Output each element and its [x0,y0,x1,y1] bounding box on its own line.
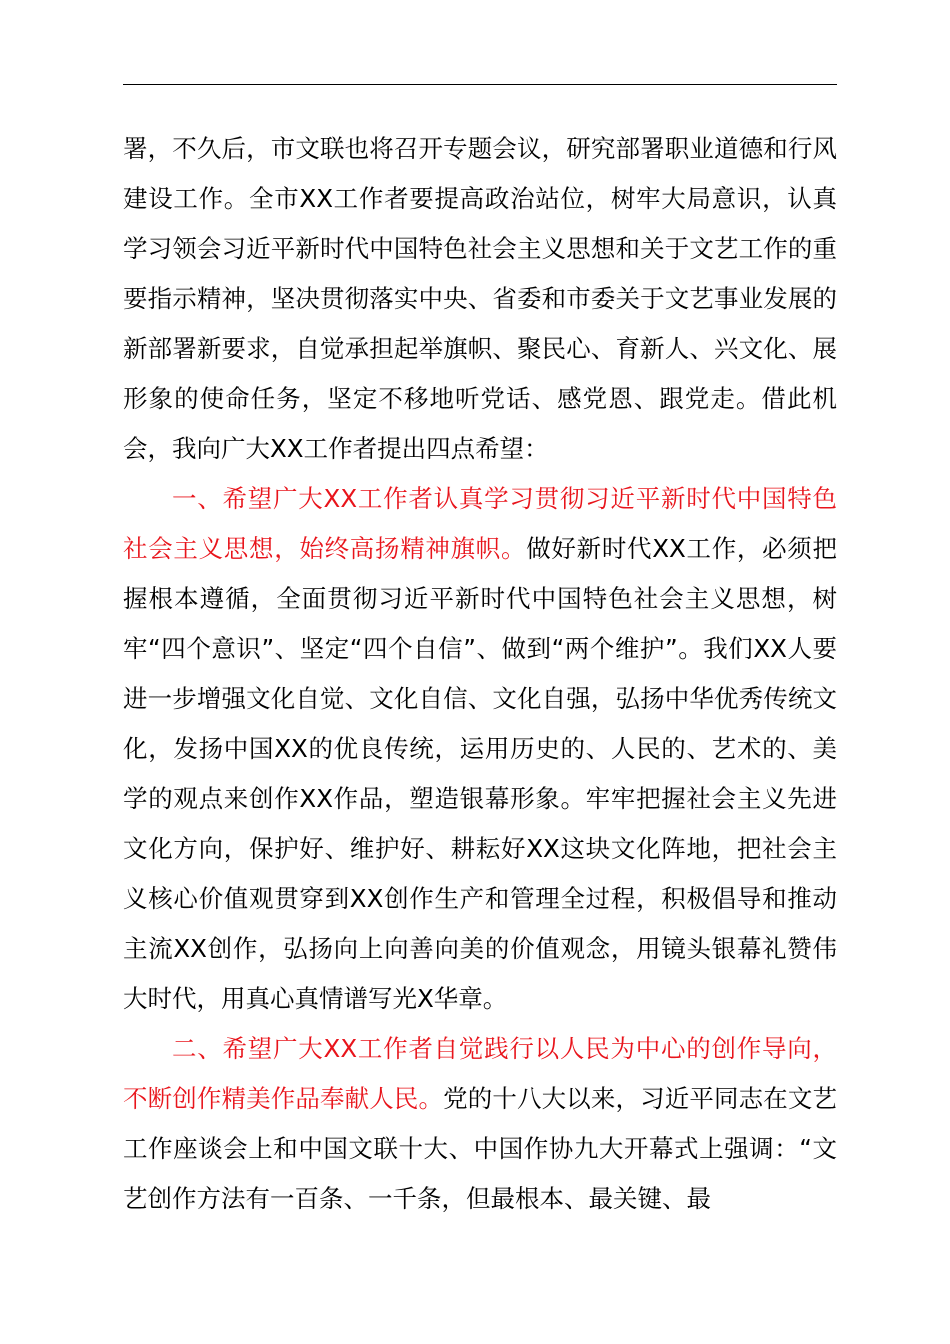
paragraph-continued [123,124,837,474]
document-body [123,124,837,1224]
highlighted-heading: 二、希望广大XX工作者自觉践行以人民为中心的创作导向，不断创作精美作品奉献人民。 [123,1034,837,1113]
highlighted-heading: 一、希望广大XX工作者认真学习贯彻习近平新时代中国特色社会主义思想，始终高扬精神旗帜。 [123,484,837,563]
paragraph-text: 署，不久后，市文联也将召开专题会议，研究部署职业道德和行风建设工作。全市XX工作者要提高政治站位，树牢大局意识，认真学习领会习近平新时代中国特色社会主义思想和关于文艺工作的重要指示精神，坚决贯彻落实中央、省委和市委关于文艺事业发展的新部署新要求，自觉承担起举旗帜、聚民心、育新人、兴文化、展形象的使命任务，坚定不移地听党话、感党恩、跟党走。借此机会，我向广大XX工作者提出四点希望： [123,134,837,463]
paragraph-hope-two [123,1024,837,1224]
paragraph-text: 党的十八大以来，习近平同志在文艺工作座谈会上和中国文联十大、中国作协九大开幕式上强调：“文艺创作方法有一百条、一千条，但最根本、最关键、最 [123,1084,837,1213]
paragraph-text: 做好新时代XX工作，必须把握根本遵循，全面贯彻习近平新时代中国特色社会主义思想，树牢“四个意识”、坚定“四个自信”、做到“两个维护”。我们XX人要进一步增强文化自觉、文化自信、文化自强，弘扬中华优秀传统文化，发扬中国XX的优良传统，运用历史的、人民的、艺术的、美学的观点来创作XX作品，塑造银幕形象。牢牢把握社会主义先进文化方向，保护好、维护好、耕耘好XX这块文化阵地，把社会主义核心价值观贯穿到XX创作生产和管理全过程，积极倡导和推动主流XX创作，弘扬向上向善向美的价值观念，用镜头银幕礼赞伟大时代，用真心真情谱写光X华章。 [123,534,837,1013]
paragraph-hope-one [123,474,837,1024]
header-rule [123,84,837,85]
